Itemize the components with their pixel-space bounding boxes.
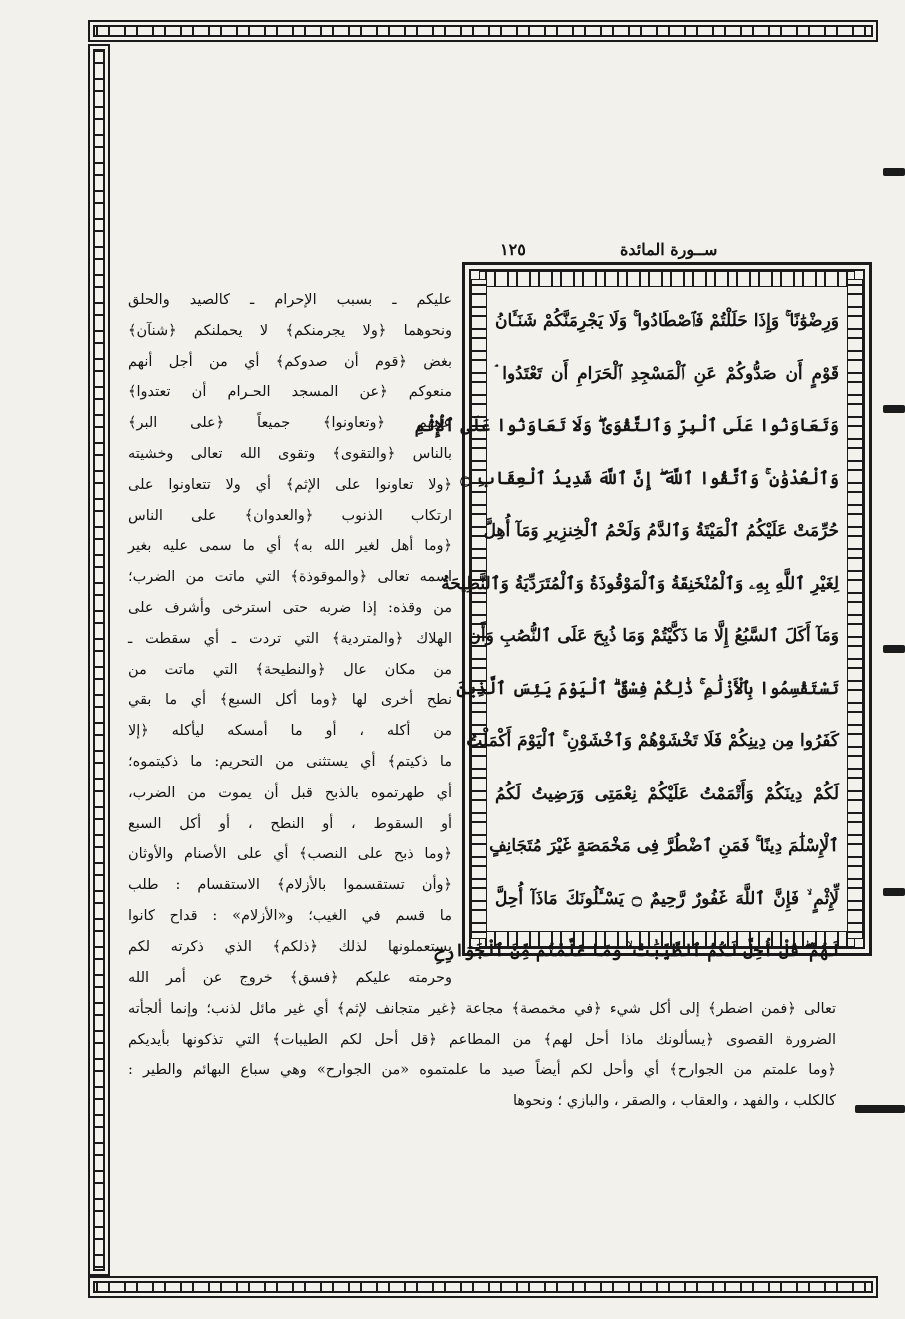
page-header [470, 240, 866, 262]
tafsir-line: عليكم ـ بسبب الإحرام ـ كالصيد والحلق [128, 292, 452, 308]
quran-text-box [414, 262, 872, 961]
quran-box-border-right [847, 279, 863, 939]
tafsir-line: من وقذه: إذا ضربه حتى استرخى وأشرف على [128, 599, 452, 616]
tafsir-line: ما ذكيتم﴾ أي يستثنى من التحريم: ما ذكيتموه؛ [128, 753, 452, 770]
tafsir-line: اسمه تعالى ﴿والموقوذة﴾ التي ماتت من الضرب؛ [128, 569, 452, 586]
quran-line: تَسْتَقْسِمُوا بِٱلْأَزْلَٰمِ ۚ ذَٰلِكُمْ فِسْقٌ ۗ ٱلْيَوْمَ يَئِسَ ٱلَّذِينَ [456, 678, 839, 699]
quran-line: لِغَيْرِ ٱللَّهِ بِهِۦ وَٱلْمُنْخَنِقَةُ وَٱلْمَوْقُوذَةُ وَٱلْمُتَرَدِّيَةُ وَٱلنَّطِيحَةُ [441, 573, 839, 594]
tafsir-line: من أكله ، أو ما أمسكه ليأكله ﴿إلا [128, 723, 452, 740]
page-number: ١٢٥ [500, 240, 526, 259]
tafsir-line: أو السقوط ، أو النطح ، أو أكل السبع [128, 815, 452, 832]
tafsir-line: ارتكاب الذنوب ﴿والعدوان﴾ على الناس [128, 507, 452, 524]
quran-line: كَفَرُوا مِن دِينِكُمْ فَلَا تَخْشَوْهُمْ وَٱخْشَوْنِ ۚ ٱلْيَوْمَ أَكْمَلْتُ [466, 731, 839, 751]
quran-line: وَتَعَاوَنُوا عَلَى ٱلْبِرِّ وَٱلتَّقْوَىٰ ۖ وَلَا تَعَاوَنُوا عَلَى ٱلْإِثْمِ [414, 416, 839, 436]
surah-title: ســورة المائدة [620, 240, 718, 259]
tafsir-line: منعوكم ﴿عن المسجد الحـرام أن تعتدوا﴾ [128, 384, 452, 401]
tafsir-line: تعالى ﴿فمن اضطر﴾ إلى أكل شيء ﴿في مخمصة﴾ مجاعة ﴿غير متجانف لإثم﴾ أي غير مائل لذنب؛ وإنما ألجأته [128, 1001, 836, 1017]
page-edge-mark [883, 888, 905, 896]
quran-line: وَمَآ أَكَلَ ٱلسَّبُعُ إِلَّا مَا ذَكَّيْتُمْ وَمَا ذُبِحَ عَلَى ٱلنُّصُبِ وَأَن [468, 626, 839, 646]
tafsir-line: الضرورة القصوى ﴿يسألونك ماذا أحل لهم﴾ من المطاعم ﴿قل أحل لكم الطيبات﴾ التي تذكونها بأيديكم [128, 1031, 836, 1048]
page-edge-mark [883, 168, 905, 176]
tafsir-column [128, 285, 452, 993]
page-edge-mark [883, 645, 905, 653]
tafsir-line: بغض ﴿قوم أن صدوكم﴾ أي من أجل أنهم [128, 353, 452, 370]
tafsir-line: من مكان عال ﴿والنطيحة﴾ التي ماتت من [128, 661, 452, 678]
page-border-bottom [88, 1276, 878, 1298]
page-edge-mark [883, 405, 905, 413]
quran-line: وَٱلْعُدْوَٰنِ ۚ وَٱتَّقُوا ٱللَّهَ ۖ إِنَّ ٱللَّهَ شَدِيدُ ٱلْعِقَابِ ۝ [460, 468, 839, 489]
tafsir-line: ﴿وما علمتم من الجوارح﴾ أي وأحل لكم أيضاً صيد ما علمتموه «من الجوارح» وهي سباع البهائم والطير : [128, 1062, 836, 1078]
page-edge-mark [855, 1105, 905, 1113]
tafsir-line: ما قسم في الغيب؛ و«الأزلام» : قداح كانوا [128, 907, 452, 924]
page-border-top [88, 20, 878, 42]
quran-line: وَرِضْوَٰنًا ۚ وَإِذَا حَلَلْتُمْ فَٱصْطَادُوا ۚ وَلَا يَجْرِمَنَّكُمْ شَنَـَٔانُ [495, 311, 839, 331]
tafsir-line: الهلاك ﴿والمتردية﴾ التي تردت ـ أي سقطت ـ [128, 630, 452, 647]
tafsir-line: ﴿وما ذبح على النصب﴾ أي على الأصنام والأوثان [128, 846, 452, 863]
tafsir-line: ونحوهما ﴿ولا يجرمنكم﴾ لا يحملنكم ﴿شنآن﴾ [128, 322, 452, 339]
tafsir-line: أي طهرتموه بالذبح قبل أن يموت من الضرب، [128, 784, 452, 801]
tafsir-line: يستعملونها لذلك ﴿ذلكم﴾ الذي ذكرته لكم [128, 938, 452, 955]
tafsir-line: كالكلب ، والفهد ، والعقاب ، والصقر ، والبازي ؛ ونحوها [512, 1092, 836, 1109]
tafsir-continuation [128, 994, 836, 1116]
tafsir-line: عليهم ﴿وتعاونوا﴾ جميعاً ﴿على البر﴾ [128, 415, 452, 432]
tafsir-line: نطح أخرى لها ﴿وما أكل السبع﴾ أي ما بقي [128, 692, 452, 709]
quran-box-border-top [479, 271, 855, 287]
quran-line: لِّإِثْمٍ ۙ فَإِنَّ ٱللَّهَ غَفُورٌ رَّحِيمٌ ۝ يَسْـَٔلُونَكَ مَاذَآ أُحِلَّ [495, 888, 839, 909]
quran-line: لَكُمْ دِينَكُمْ وَأَتْمَمْتُ عَلَيْكُمْ نِعْمَتِى وَرَضِيتُ لَكُمُ [495, 783, 839, 804]
tafsir-line: ﴿وأن تستقسموا بالأزلام﴾ الاستقسام : طلب [128, 877, 452, 894]
tafsir-line: ﴿ولا تعاونوا على الإثم﴾ أي ولا تتعاونوا على [128, 476, 452, 493]
quran-verses [414, 295, 839, 961]
quran-line: لَهُمْ ۖ قُلْ أُحِلَّ لَكُمُ ٱلطَّيِّبَٰتُ ۙ وَمَا عَلَّمْتُم مِّنَ ٱلْجَوَارِحِ [434, 941, 839, 961]
quran-line: ٱلْإِسْلَٰمَ دِينًا ۚ فَمَنِ ٱضْطُرَّ فِى مَخْمَصَةٍ غَيْرَ مُتَجَانِفٍ [489, 836, 839, 856]
page-border-left [88, 44, 110, 1276]
tafsir-line: ﴿وما أهل لغير الله به﴾ أي ما سمى عليه بغير [128, 538, 452, 555]
tafsir-line: بالناس ﴿والتقوى﴾ وتقوى الله تعالى وخشيته [128, 445, 452, 462]
quran-line: قَوْمٍ أَن صَدُّوكُمْ عَنِ ٱلْمَسْجِدِ ٱلْحَرَامِ أَن تَعْتَدُوا ۘ [495, 363, 839, 384]
quran-line: حُرِّمَتْ عَلَيْكُمُ ٱلْمَيْتَةُ وَٱلدَّمُ وَلَحْمُ ٱلْخِنزِيرِ وَمَآ أُهِلَّ [483, 521, 839, 541]
tafsir-line: وحرمته عليكم ﴿فسق﴾ خروج عن أمر الله [128, 969, 452, 986]
